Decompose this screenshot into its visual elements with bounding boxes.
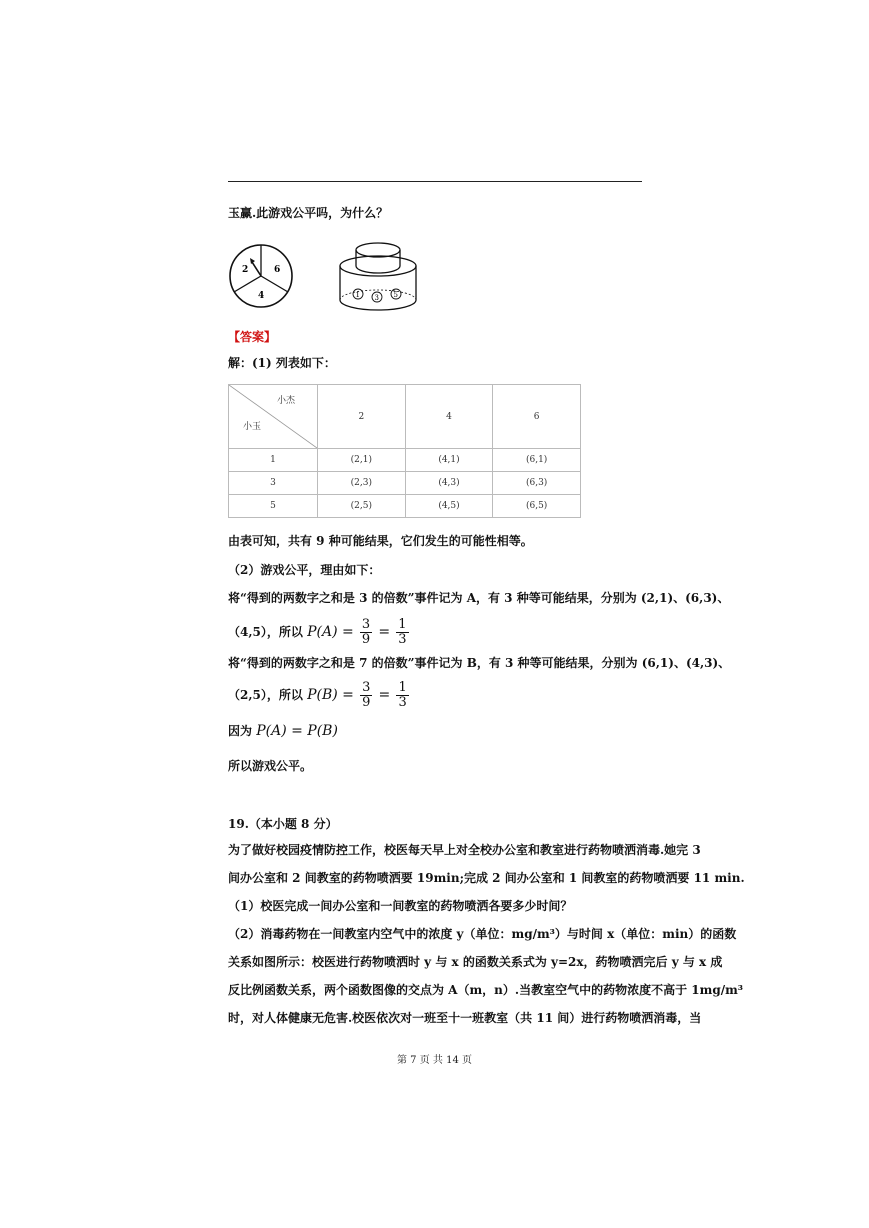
frac-den: 3 [398,695,407,710]
frac-num: 3 [362,680,371,695]
text-line: 由表可知，共有 9 种可能结果，它们发生的可能性相等。 [228,534,533,548]
prob-b-prefix: （2,5），所以 [228,688,303,702]
table-cell: (4,1) [405,449,493,472]
text-line: 所以游戏公平。 [228,759,313,773]
column-header: 6 [493,385,581,449]
text-line: 关系如图所示：校医进行药物喷洒时 y 与 x 的函数关系式为 y=2x，药物喷洒完后 y 与 x 成 [228,955,723,969]
table-cell: (4,3) [405,472,493,495]
text-line: （2）游戏公平，理由如下： [228,563,381,577]
frac-den: 9 [362,695,371,710]
equality-expr: P(A) = P(B) [256,723,338,739]
text-line: 间办公室和 2 间教室的药物喷洒要 19min;完成 2 间办公室和 1 间教室的药物喷洒要 11 min. [228,871,745,885]
table-cell: (4,5) [405,495,493,518]
text-line: 为了做好校园疫情防控工作，校医每天早上对全校办公室和教室进行药物喷洒消毒.她完 3 [228,843,701,857]
equals-sign: = [378,624,391,640]
text-line: 将“得到的两数字之和是 7 的倍数”事件记为 B，有 3 种等可能结果，分别为 (6,1)、(4,3)、 [228,656,731,670]
row-header-label: 小玉 [243,422,262,432]
answer-tag: 【答案】 [228,330,277,344]
intro-text: 玉赢.此游戏公平吗，为什么？ [228,206,389,220]
outcome-table [228,384,581,518]
spinner-label-6: 6 [274,265,281,275]
frac-num: 1 [398,680,407,695]
table-corner-cell [229,385,318,449]
text-line: 时，对人体健康无危害.校医依次对一班至十一班教室（共 11 间）进行药物喷洒消毒，当 [228,1011,702,1025]
header-rule [228,181,642,182]
equals-sign: = [378,687,391,703]
row-label: 1 [229,449,318,472]
question-number: 19.（本小题 8 分） [228,817,338,831]
because-prefix: 因为 [228,724,253,738]
text-line: （1）校医完成一间办公室和一间教室的药物喷洒各要多少时间？ [228,899,573,913]
spinner-figure [230,245,292,307]
table-cell: (2,3) [318,472,406,495]
row-label: 5 [229,495,318,518]
text-line: 将“得到的两数字之和是 3 的倍数”事件记为 A，有 3 种等可能结果，分别为 (2,1)、(6,3)、 [228,591,730,605]
spinner-label-2: 2 [242,265,249,275]
prob-a-expr: P(A) = [307,624,354,640]
column-header: 4 [405,385,493,449]
table-row [229,495,581,518]
fraction-3-9 [360,618,372,647]
table-header-row [229,385,581,449]
solution-intro: 解：(1) 列表如下： [228,356,336,370]
table-cell: (6,3) [493,472,581,495]
col-header-label: 小杰 [276,396,295,406]
figures [228,236,428,320]
fraction-1-3 [396,681,408,710]
equality-line [228,724,338,738]
page-footer: 第 7 页 共 14 页 [397,1055,472,1066]
ball-label-3: 3 [374,294,379,302]
table-cell: (2,5) [318,495,406,518]
column-header: 2 [318,385,406,449]
table-row [229,472,581,495]
prob-a-prefix: （4,5），所以 [228,625,303,639]
prob-a-line [228,615,411,649]
fraction-1-3 [396,618,408,647]
frac-den: 3 [398,632,407,647]
frac-den: 9 [361,632,371,647]
text-line: 反比例函数关系，两个函数图像的交点为 A（m，n）.当教室空气中的药物浓度不高于 1mg/m³ [228,983,744,997]
table-cell: (6,1) [493,449,581,472]
ball-label-5: 5 [393,291,398,299]
figure-svg [228,236,428,316]
table-cell: (6,5) [493,495,581,518]
prob-b-expr: P(B) = [307,687,354,703]
corner-diagonal [229,385,317,448]
table-cell: (2,1) [318,449,406,472]
row-label: 3 [229,472,318,495]
frac-num: 3 [361,617,371,632]
fraction-3-9 [360,681,372,710]
frac-num: 1 [398,617,407,632]
ball-label-1: 1 [355,291,360,299]
box-figure [340,243,416,310]
prob-b-line [228,678,411,712]
table-row [229,449,581,472]
spinner-label-4: 4 [258,291,265,301]
text-line: （2）消毒药物在一间教室内空气中的浓度 y（单位：mg/m³）与时间 x（单位：min）的函数 [228,927,737,941]
